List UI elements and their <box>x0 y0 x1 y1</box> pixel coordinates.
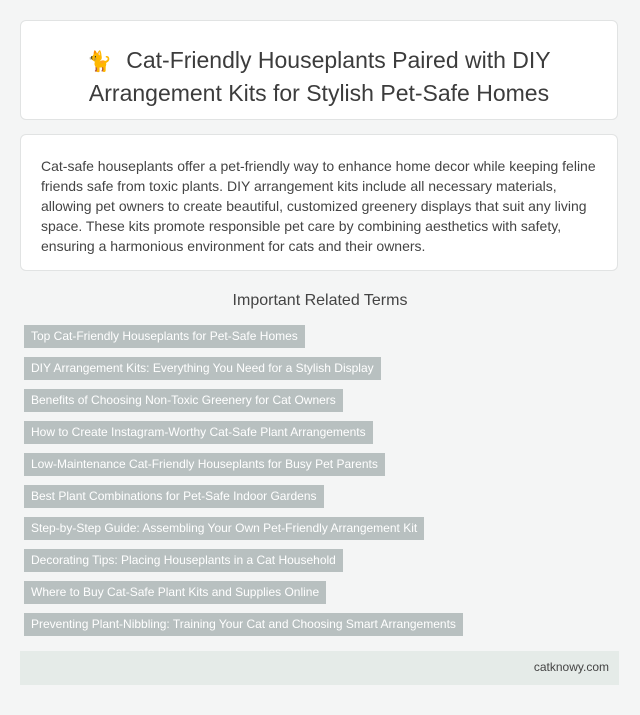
related-term-link[interactable]: Decorating Tips: Placing Houseplants in a Cat Household <box>24 549 343 572</box>
related-term-link[interactable]: Top Cat-Friendly Houseplants for Pet-Safe Homes <box>24 325 305 348</box>
related-term-link[interactable]: Low-Maintenance Cat-Friendly Houseplants for Busy Pet Parents <box>24 453 385 476</box>
footer <box>20 651 619 685</box>
related-term-link[interactable]: Step-by-Step Guide: Assembling Your Own Pet-Friendly Arrangement Kit <box>24 517 424 540</box>
related-term-link[interactable]: DIY Arrangement Kits: Everything You Need for a Stylish Display <box>24 357 381 380</box>
description-card <box>20 134 618 271</box>
related-term-link[interactable]: Where to Buy Cat-Safe Plant Kits and Supplies Online <box>24 581 326 604</box>
page-title-text: Cat-Friendly Houseplants Paired with DIY Arrangement Kits for Stylish Pet-Safe Homes <box>88 47 551 106</box>
cat-icon: 🐈 <box>87 51 113 73</box>
related-term-link[interactable]: Best Plant Combinations for Pet-Safe Indoor Gardens <box>24 485 324 508</box>
page-title <box>21 45 617 109</box>
related-terms-list <box>24 325 463 645</box>
title-card <box>20 20 618 120</box>
related-term-link[interactable]: Preventing Plant-Nibbling: Training Your Cat and Choosing Smart Arrangements <box>24 613 463 636</box>
related-term-link[interactable]: Benefits of Choosing Non-Toxic Greenery for Cat Owners <box>24 389 343 412</box>
related-term-link[interactable]: How to Create Instagram-Worthy Cat-Safe Plant Arrangements <box>24 421 373 444</box>
related-terms-heading: Important Related Terms <box>232 292 408 309</box>
description-text: Cat-safe houseplants offer a pet-friendly way to enhance home decor while keeping feline friends safe from toxic plants. DIY arrangement kits include all necessary materials, allowing pet owners to create beautiful, customized greenery displays that suit any living space. These kits promote responsible pet care by combining aesthetics with safety, ensuring a harmonious environment for cats and their owners. <box>41 158 596 254</box>
site-name[interactable]: catknowy.com <box>533 660 609 674</box>
